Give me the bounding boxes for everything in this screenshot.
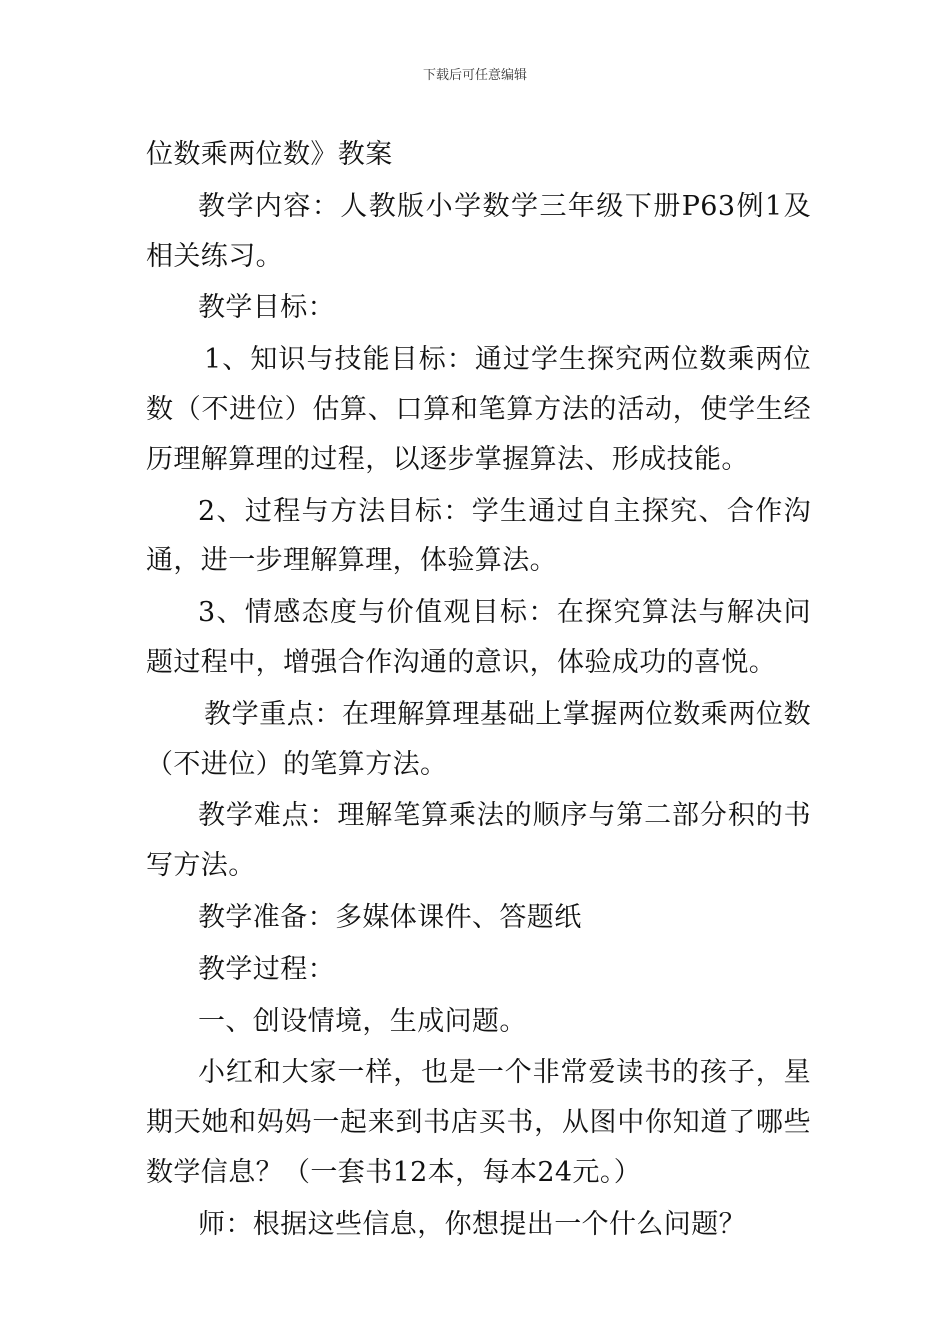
scenario-paragraph: 小红和大家一样，也是一个非常爱读书的孩子，星期天她和妈妈一起来到书店买书，从图中你知道了哪些数学信息？（一套书12本，每本24元。） xyxy=(146,1057,811,1188)
teaching-key-point: 教学重点：在理解算理基础上掌握两位数乘两位数（不进位）的笔算方法。 xyxy=(146,698,811,780)
page-header-note: 下载后可任意编辑 xyxy=(422,68,527,83)
title-continuation: 位数乘两位数》教案 xyxy=(146,139,393,170)
teaching-goals-heading: 教学目标： xyxy=(198,292,335,324)
teaching-difficulty: 教学难点：理解笔算乘法的顺序与第二部分积的书写方法。 xyxy=(146,800,811,882)
teaching-preparation: 教学准备：多媒体课件、答题纸 xyxy=(198,901,582,933)
goal-process-method: 2、过程与方法目标：学生通过自主探究、合作沟通，进一步理解算理，体验算法。 xyxy=(146,495,811,577)
section-one-heading: 一、创设情境，生成问题。 xyxy=(198,1005,527,1037)
teaching-process-heading: 教学过程： xyxy=(198,953,335,985)
teaching-content: 教学内容：人教版小学数学三年级下册P63例1及相关练习。 xyxy=(146,190,811,272)
goal-knowledge-skills: 1、知识与技能目标：通过学生探究两位数乘两位数（不进位）估算、口算和笔算方法的活动，使学生经历理解算理的过程，以逐步掌握算法、形成技能。 xyxy=(146,344,811,475)
document-body xyxy=(146,130,811,1252)
teacher-question: 师：根据这些信息，你想提出一个什么问题？ xyxy=(198,1208,746,1240)
goal-emotion-values: 3、情感态度与价值观目标：在探究算法与解决问题过程中，增强合作沟通的意识，体验成功的喜悦。 xyxy=(146,597,811,678)
